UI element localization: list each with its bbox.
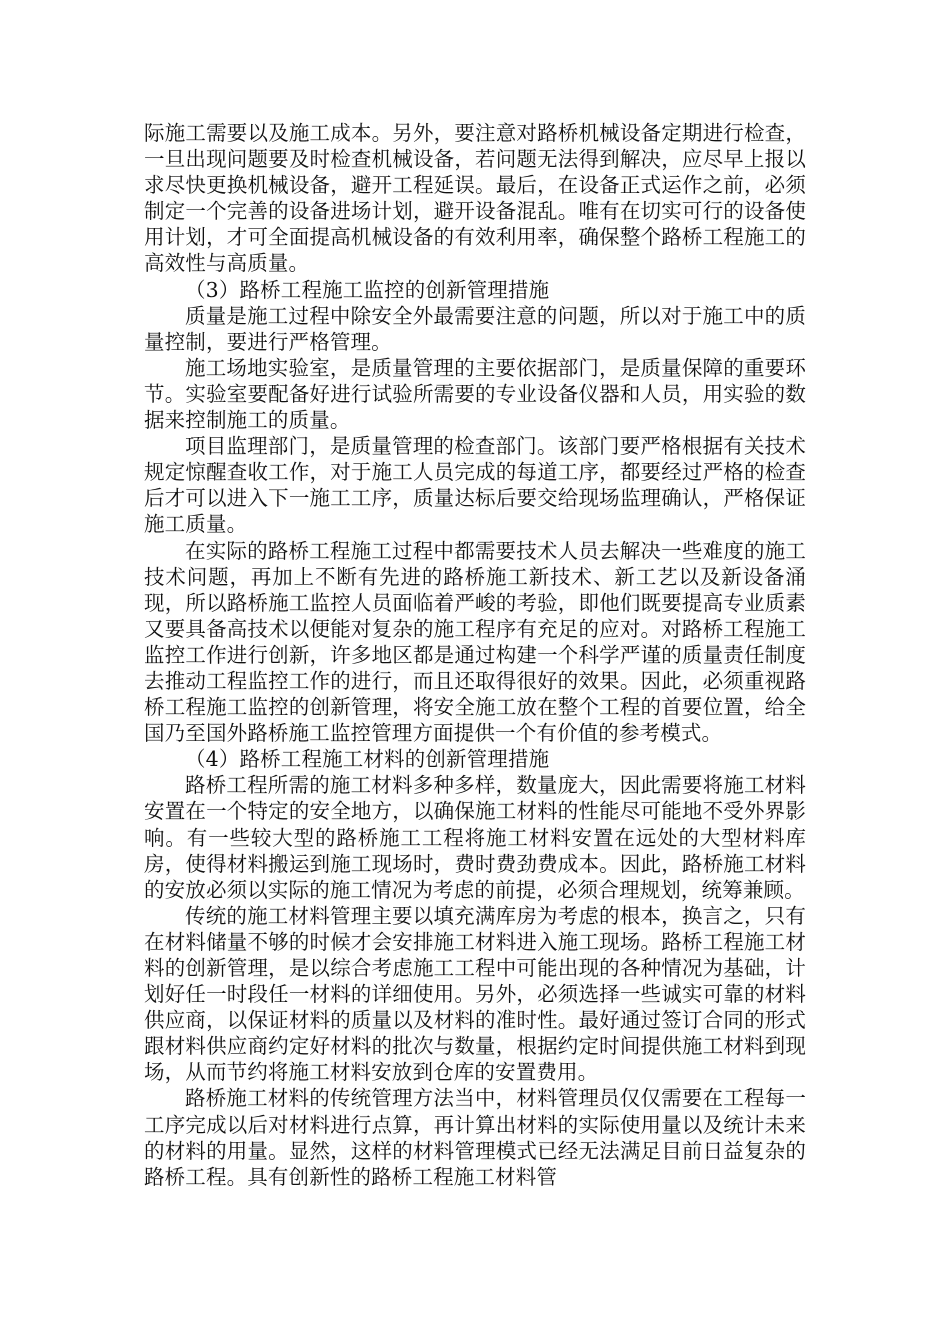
section-heading-monitoring: （3）路桥工程施工监控的创新管理措施 <box>185 277 550 302</box>
paragraph-traditional-methods: 路桥施工材料的传统管理方法当中，材料管理员仅仅需要在工程每一工序完成以后对材料进行点算，再计算出材料的实际使用量以及统计未来的材料的用量。显然，这样的材料管理模式已经无法满足目前日益复杂的路桥工程。具有创新性的路桥工程施工材料管 <box>144 1086 806 1189</box>
paragraph-material-storage: 路桥工程所需的施工材料多种多样，数量庞大，因此需要将施工材料安置在一个特定的安全地方，以确保施工材料的性能尽可能地不受外界影响。有一些较大型的路桥施工工程将施工材料安置在远处的大型材料库房，使得材料搬运到施工现场时，费时费劲费成本。因此，路桥施工材料的安放必须以实际的施工情况为考虑的前提，必须合理规划，统筹兼顾。 <box>144 773 806 902</box>
paragraph-material-management: 传统的施工材料管理主要以填充满库房为考虑的根本，换言之，只有在材料储量不够的时候才会安排施工材料进入施工现场。路桥工程施工材料的创新管理，是以综合考虑施工工程中可能出现的各种情况为基础，计划好任一时段任一材料的详细使用。另外，必须选择一些诚实可靠的材料供应商，以保证材料的质量以及材料的准时性。最好通过签订合同的形式跟材料供应商约定好材料的批次与数量，根据约定时间提供施工材料到现场，从而节约将施工材料安放到仓库的安置费用。 <box>144 903 806 1085</box>
section-heading-materials: （4）路桥工程施工材料的创新管理措施 <box>185 747 550 772</box>
paragraph-equipment-plan: 际施工需要以及施工成本。另外，要注意对路桥机械设备定期进行检查，一旦出现问题要及时检查机械设备，若问题无法得到解决，应尽早上报以求尽快更换机械设备，避开工程延误。最后，在设备正式运作之前，必须制定一个完善的设备进场计划，避开设备混乱。唯有在切实可行的设备使用计划，才可全面提高机械设备的有效利用率，确保整个路桥工程施工的高效性与高质量。 <box>144 121 806 276</box>
paragraph-monitoring-innovation: 在实际的路桥工程施工过程中都需要技术人员去解决一些难度的施工技术问题，再加上不断有先进的路桥施工新技术、新工艺以及新设备涌现，所以路桥施工监控人员面临着严峻的考验，即他们既要提高专业质素又要具备高技术以便能对复杂的施工程序有充足的应对。对路桥工程施工监控工作进行创新，许多地区都是通过构建一个科学严谨的质量责任制度去推动工程监控工作的进行，而且还取得很好的效果。因此，必须重视路桥工程施工监控的创新管理，将安全施工放在整个工程的首要位置，给全国乃至国外路桥施工监控管理方面提供一个有价值的参考模式。 <box>144 538 806 746</box>
paragraph-supervision-department: 项目监理部门，是质量管理的检查部门。该部门要严格根据有关技术规定惊醒查收工作，对于施工人员完成的每道工序，都要经过严格的检查后才可以进入下一施工工序，质量达标后要交给现场监理确认，严格保证施工质量。 <box>144 434 806 537</box>
document-page <box>144 120 806 1190</box>
paragraph-site-laboratory: 施工场地实验室，是质量管理的主要依据部门，是质量保障的重要环节。实验室要配备好进行试验所需要的专业设备仪器和人员，用实验的数据来控制施工的质量。 <box>144 355 806 433</box>
paragraph-quality-priority: 质量是施工过程中除安全外最需要注意的问题，所以对于施工中的质量控制，要进行严格管理。 <box>144 303 806 354</box>
